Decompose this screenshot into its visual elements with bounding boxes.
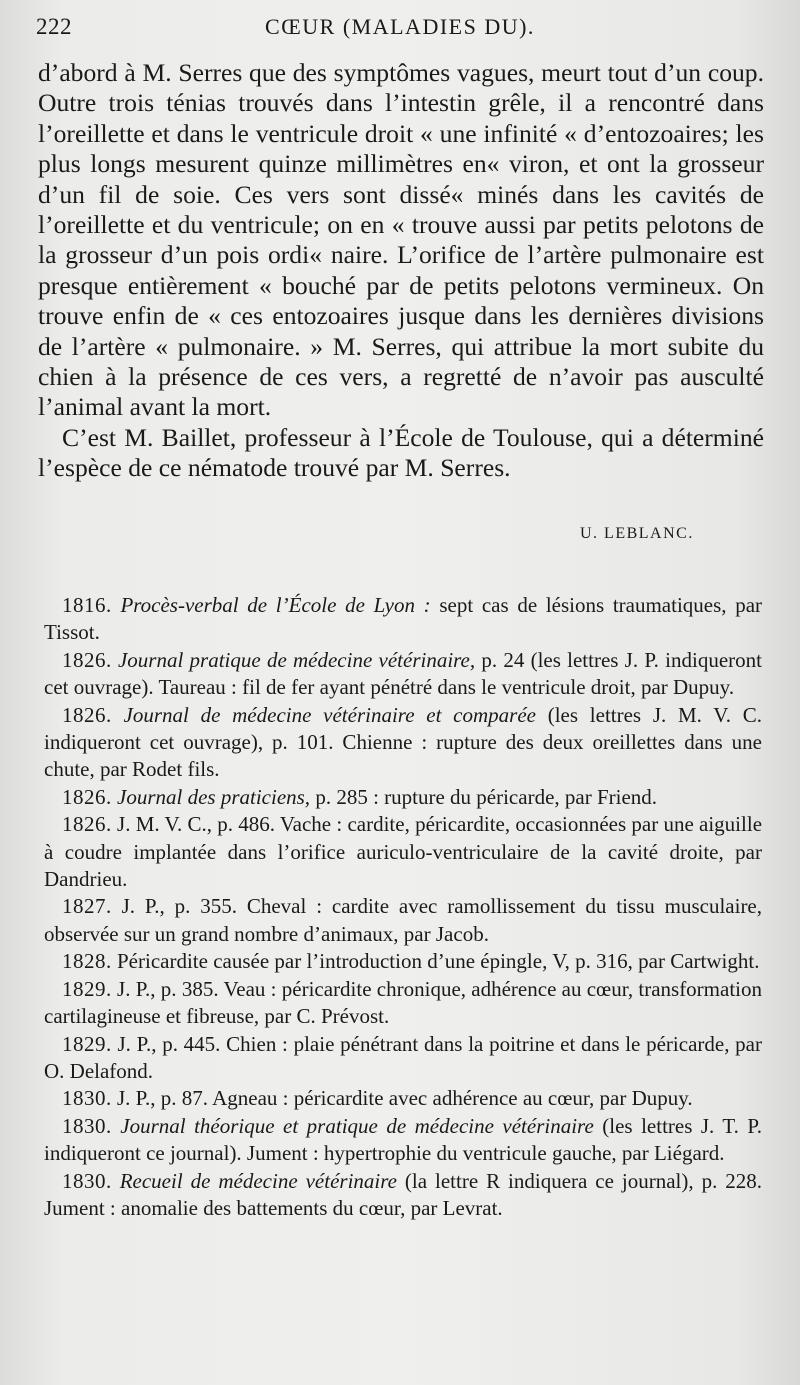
entry-source: Procès-verbal de l’École de Lyon : [120,593,431,617]
entry-text: J. M. V. C., p. 486. Vache : cardite, péricardite, occasionnées par une aiguille à coudre implantée dans l’orifice auriculo-ventriculaire de la cavité droite, par Dandrieu. [44,812,763,892]
bibliography-entry [44,1168,762,1223]
entry-text: Péricardite causée par l’introduction d’une épingle, V, p. 316, par Cartwight. [117,949,760,974]
bibliography-entry [44,784,762,811]
entry-text: J. P., p. 355. Cheval : cardite avec ramollissement du tissu musculaire, observée sur un grand nombre d’animaux, par Jacob. [44,894,763,946]
bibliography-entry [44,976,762,1031]
entry-year: 1827. [62,894,112,919]
bibliography [44,592,762,1222]
main-text [38,58,764,484]
entry-year: 1826. [62,812,112,837]
entry-text: sept cas de lésions traumatiques, par Tissot. [44,593,763,645]
entry-source: Journal pratique de médecine vétérinaire, [117,647,476,672]
paragraph: d’abord à M. Serres que des symptômes vagues, meurt tout d’un coup. Outre trois ténias trouvés dans l’intestin grêle, il a rencontré dans l’oreillette et dans le ventricule droit « une infinité « d’entozoaires; les plus longs mesurent quinze millimètres en« viron, et ont la grosseur d’un fil de soie. Ces vers sont dissé« minés dans les cavités de l’oreillette et du ventricule; on en « trouve aussi par petits pelotons de la grosseur d’un pois ordi« naire. L’orifice de l’artère pulmonaire est presque entièrement « bouché par de petits pelotons vermineux. On trouve enfin de « ces entozoaires jusque dans les dernières divisions de l’artère « pulmonaire. » M. Serres, qui attribue la mort subite du chien à la présence de ces vers, a regretté de n’avoir pas ausculté l’animal avant la mort. [38,58,764,422]
bibliography-entry [44,592,762,647]
entry-text: J. P., p. 445. Chien : plaie pénétrant dans la poitrine et dans le péricarde, par O. Delafond. [44,1031,762,1083]
bibliography-entry [44,948,762,975]
entry-year: 1830. [62,1113,112,1138]
entry-source: Journal des praticiens, [117,784,311,809]
entry-year: 1829. [62,1031,112,1056]
paragraph: C’est M. Baillet, professeur à l’École de Toulouse, qui a déterminé l’espèce de ce nématode trouvé par M. Serres. [38,422,764,483]
entry-source: Journal théorique et pratique de médecine vétérinaire [120,1113,594,1138]
author-signature: U. LEBLANC. [580,525,694,542]
bibliography-entry [44,893,762,948]
bibliography-entry [44,1031,762,1086]
page-header [36,14,764,48]
entry-year: 1826. [62,647,112,672]
entry-source: Recueil de médecine vétérinaire [119,1168,397,1193]
entry-year: 1816. [62,593,112,617]
entry-year: 1826. [62,784,112,809]
entry-year: 1830. [62,1086,112,1111]
entry-text: J. P., p. 385. Veau : péricardite chronique, adhérence au cœur, transformation cartilagineuse et fibreuse, par C. Prévost. [44,976,763,1029]
running-title: CŒUR (MALADIES DU). [265,14,535,39]
bibliography-entry [44,1113,762,1168]
entry-text: (les lettres J. T. P. indiqueront ce journal). Jument : hypertrophie du ventricule gauche, par Liégard. [44,1113,763,1166]
entry-text: (les lettres J. M. V. C. indiqueront cet ouvrage), p. 101. Chienne : rupture des deux oreillettes dans une chute, par Rodet fils. [44,702,763,782]
bibliography-entry [44,702,762,784]
entry-source: Journal de médecine vétérinaire et comparée [123,702,536,727]
entry-year: 1829. [62,976,112,1001]
entry-text: p. 24 (les lettres J. P. indiqueront cet ouvrage). Taureau : fil de fer ayant pénétré dans le ventricule droit, par Dupuy. [44,647,762,700]
entry-text: (la lettre R indiquera ce journal), p. 228. Jument : anomalie des battements du cœur, par Levrat. [44,1168,763,1220]
entry-year: 1830. [62,1168,112,1193]
entry-year: 1828. [62,949,112,974]
bibliography-entry [44,1085,762,1112]
entry-text: p. 285 : rupture du péricarde, par Friend. [315,784,658,809]
bibliography-entry [44,811,762,893]
entry-year: 1826. [62,702,112,727]
entry-text: J. P., p. 87. Agneau : péricardite avec adhérence au cœur, par Dupuy. [117,1086,693,1111]
page-number: 222 [36,14,72,39]
bibliography-entry [44,647,762,702]
